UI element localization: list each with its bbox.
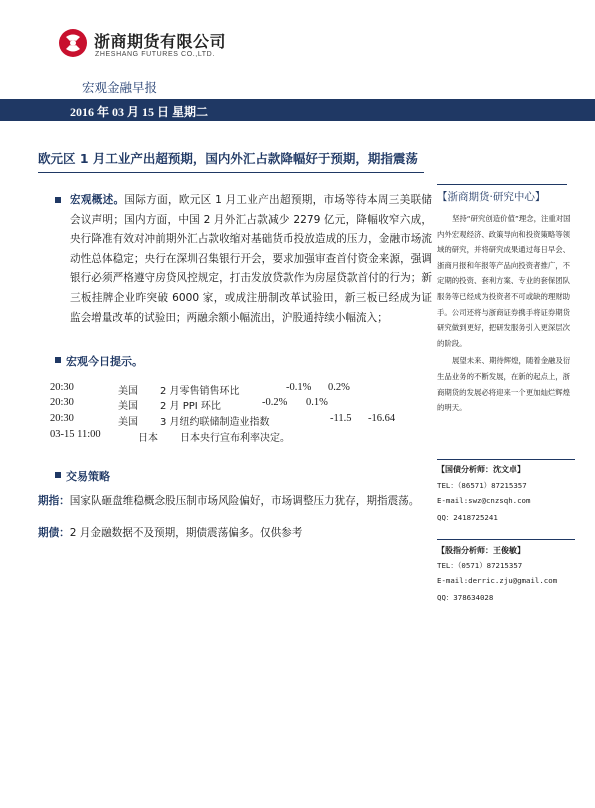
strategy-label: 期指： [38,495,70,507]
calendar-prev: -0.2% [262,397,288,408]
headline-divider [38,172,424,173]
company-name-en: ZHESHANG FUTURES CO.,LTD. [95,51,215,58]
research-center-divider [437,184,567,185]
calendar-event: 日本央行宣布利率决定。 [180,433,290,444]
strategy-text: 国家队砸盘维稳概念股压制市场风险偏好，市场调整压力犹存，期指震荡。 [69,495,420,507]
calendar-prev: -0.1% [286,382,312,393]
analyst-divider [437,459,575,460]
macro-overview-text: 国际方面，欧元区 1 月工业产出超预期，市场等待本周三美联储会议声明；国内方面，中国 2 月外汇占款减少 2279 亿元，降幅收窄六成，央行降准有效对冲前期外汇占款收缩对基础货币投放造成的压力，金融市场流动性总体稳定；央行在深圳召集银行开会，要求加强审查首付资金来源，强调银行必须严格遵守房贷风控规定，打击发放贷款作为房屋贷款首付的行为；新三板挂牌企业昨突破 6000 家，或成注册制改革试验田，新三板已经成为证监会增量改革的试验田；两融余额小幅流出，沪股通持续小幅流入； [70,194,432,324]
calendar-row [50,397,430,413]
calendar-time: 03-15 11:00 [50,429,101,440]
calendar-forecast: 0.2% [328,382,350,393]
analyst-tel: TEL：（86571）87215357 [437,481,527,490]
calendar-event: 2 月零售销售环比 [160,386,240,397]
research-center-paragraph: 展望未来、期待辉煌，随着金融及衍生品业务的不断发展，在新的起点上，浙商期货的发展必将迎来一个更加灿烂辉煌的明天。 [437,356,571,413]
calendar-region: 美国 [118,417,138,428]
calendar-region: 美国 [118,401,138,412]
calendar-region: 美国 [118,386,138,397]
calendar-prev: -11.5 [330,413,352,424]
strategy-label: 期债： [38,527,70,539]
analyst-email[interactable]: E-mail:derric.zju@gmail.com [437,576,558,585]
calendar-forecast: -16.64 [368,413,396,424]
strategy-item [38,525,438,541]
analyst-tel: TEL：（0571）87215357 [437,561,523,570]
analyst-qq: QQ：378634028 [437,593,494,602]
report-date: 2016 年 03 月 15 日 星期二 [70,105,209,119]
calendar-region: 日本 [138,433,158,444]
strategy-item [38,493,438,509]
analyst-title: 【股指分析师：王俊敏】 [437,546,525,555]
research-center-text [437,211,575,418]
calendar-time: 20:30 [50,382,74,393]
bullet-icon [55,357,61,363]
calendar-row [50,429,430,445]
calendar-title: 宏观今日提示。 [66,355,143,368]
bullet-icon [55,197,61,203]
macro-overview [70,191,432,328]
headline: 欧元区 1 月工业产出超预期，国内外汇占款降幅好于预期，期指震荡 [38,151,418,166]
calendar-row [50,413,430,429]
strategy-title: 交易策略 [66,470,110,483]
research-center-title: 【浙商期货·研究中心】 [437,191,546,203]
calendar-row [50,382,430,398]
analyst-divider [437,539,575,540]
macro-overview-label: 宏观概述。 [70,194,125,206]
calendar-event: 3 月纽约联储制造业指数 [160,417,270,428]
calendar-event: 2 月 PPI 环比 [160,401,221,412]
calendar-time: 20:30 [50,397,74,408]
calendar-time: 20:30 [50,413,74,424]
research-center-paragraph: 坚持“研究创造价值”理念，注重对国内外宏观经济、政策导向和投资策略等领域的研究，并将研究成果通过每日早会、浙商月报和年报等产品向投资者推广，不定期的投资、套利方案、专业的套保团队服务等已经成为投资者不可或缺的理财助手。公司还将与浙商证券携手将证券期货研究做到更好，把研发服务引入更深层次的阶段。 [437,214,571,348]
calendar-forecast: 0.1% [306,397,328,408]
bullet-icon [55,472,61,478]
strategy-text: 2 月金融数据不及预期，期债震荡偏多。仅供参考 [69,527,303,539]
analyst-email[interactable]: E-mail:swz@cnzsqh.com [437,496,531,505]
company-logo-icon [58,28,88,58]
report-type: 宏观金融早报 [82,80,158,95]
analyst-title: 【国债分析师：沈文卓】 [437,465,525,474]
analyst-qq: QQ：2418725241 [437,513,498,522]
company-name-cn: 浙商期货有限公司 [94,32,227,51]
